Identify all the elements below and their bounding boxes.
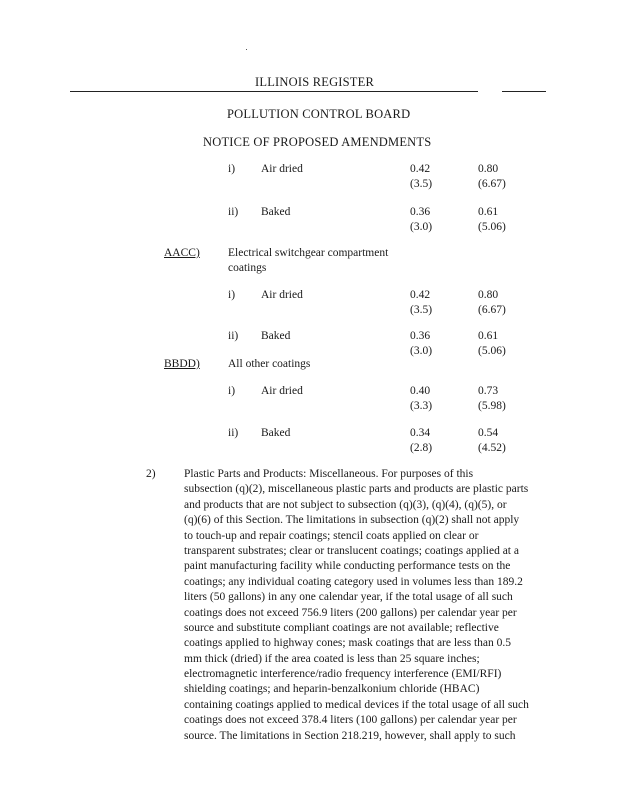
paragraph-line: to touch-up and repair coatings; stencil coats applied on clear or bbox=[184, 529, 479, 542]
paragraph-line: mm thick (dried) if the area coated is less than 25 square inches; bbox=[184, 652, 480, 665]
paragraph-line: source and substitute compliant coatings are not available; reflective bbox=[184, 621, 499, 634]
paragraph-line: (q)(6) of this Section. The limitations in subsection (q)(2) shall not apply bbox=[184, 514, 520, 527]
paragraph-line: electromagnetic interference/radio frequency interference (EMI/RFI) bbox=[184, 668, 502, 681]
paragraph-line: liters (50 gallons) in any one calendar year, if the total usage of all such bbox=[184, 591, 513, 604]
paragraph-line: transparent substrates; clear or translucent coatings; coatings applied at a bbox=[184, 544, 519, 557]
scan-speck bbox=[246, 49, 247, 50]
section-title-aacc-cont: coatings bbox=[228, 262, 267, 274]
notice-title: NOTICE OF PROPOSED AMENDMENTS bbox=[203, 135, 432, 149]
header-rule bbox=[70, 91, 478, 92]
paragraph-line: shielding coatings; and heparin-benzalkonium chloride (HBAC) bbox=[184, 683, 480, 696]
section-title-bbdd: All other coatings bbox=[228, 358, 311, 370]
register-title: ILLINOIS REGISTER bbox=[255, 75, 375, 89]
item-number: 2) bbox=[146, 468, 156, 480]
paragraph-line: coatings does not exceed 756.9 liters (200 gallons) per calendar year per bbox=[184, 606, 517, 619]
paragraph-line: paint manufacturing facility while conducting performance tests on the bbox=[184, 560, 511, 573]
section-title-aacc: Electrical switchgear compartment bbox=[228, 247, 389, 259]
item-paragraph bbox=[184, 467, 554, 744]
section-label-aacc: AACC) bbox=[164, 247, 200, 259]
section-label-bbdd: BBDD) bbox=[164, 358, 200, 370]
paragraph-line: Plastic Parts and Products: Miscellaneous. For purposes of this bbox=[184, 468, 474, 480]
paragraph-line: coatings; any individual coating category used in volumes less than 189.2 bbox=[184, 575, 523, 588]
paragraph-line: coatings applied to highway cones; mask coatings that are less than 0.5 bbox=[184, 637, 512, 650]
document-page: ILLINOIS REGISTER POLLUTION CONTROL BOARD NOTICE OF PROPOSED AMENDMENTS i) Air dried 0.42 (3.5) 0.80 (6.67) ii) Baked 0.36 (3.0) 0.61 (5.06) AACC) Electrical switchgear compartment coatings i) Air dried 0.42 (3.5) 0.80 (6.67) ii) Baked 0.36 (3.0) 0.61 (5.06) BBDD) All other coatings i) Air dried 0.40 (3.3) 0.73 (5.98) ii) Baked 0.34 (2.8) 0.54 (4.52) 2) Plastic Parts and Products: Miscellaneous. For purposes of this subsection (q)(2), miscellaneous plastic parts and products are plastic parts and products that are not subject to subsection (q)(3), (q)(4), (q)(5), or (q)(6) of this Section. The limitations in subsection (q)(2) shall not apply to touch-up and repair coatings; stencil coats applied on clear or transparent substrates; clear or translucent coatings; coatings applied at a paint manufacturing facility while conducting performance tests on the coatings; any individual coating category used in volumes less than 189.2 liters (50 gallons) in any one calendar year, if the total usage of all such coatings does not exceed 756.9 liters (200 gallons) per calendar year per source and substitute compliant coatings are not available; reflective coatings applied to highway cones; mask coatings that are less than 0.5 mm thick (dried) if the area coated is less than 25 square inches; electromagnetic interference/radio frequency interference (EMI/RFI) shielding coatings; and heparin-benzalkonium chloride (HBAC) containing coatings applied to medical devices if the total usage of all such coatings does not exceed 378.4 liters (100 gallons) per calendar year per source. The limitations in Section 218.219, however, shall apply to such bbox=[0, 0, 618, 800]
paragraph-line: coatings does not exceed 378.4 liters (100 gallons) per calendar year per bbox=[184, 714, 517, 727]
paragraph-line: and products that are not subject to subsection (q)(3), (q)(4), (q)(5), or bbox=[184, 498, 507, 511]
board-title: POLLUTION CONTROL BOARD bbox=[227, 107, 411, 121]
paragraph-line: source. The limitations in Section 218.219, however, shall apply to such bbox=[184, 729, 516, 742]
header-rule-short bbox=[502, 91, 546, 92]
paragraph-line: subsection (q)(2), miscellaneous plastic parts and products are plastic parts bbox=[184, 483, 529, 496]
paragraph-line: containing coatings applied to medical devices if the total usage of all such bbox=[184, 698, 529, 711]
